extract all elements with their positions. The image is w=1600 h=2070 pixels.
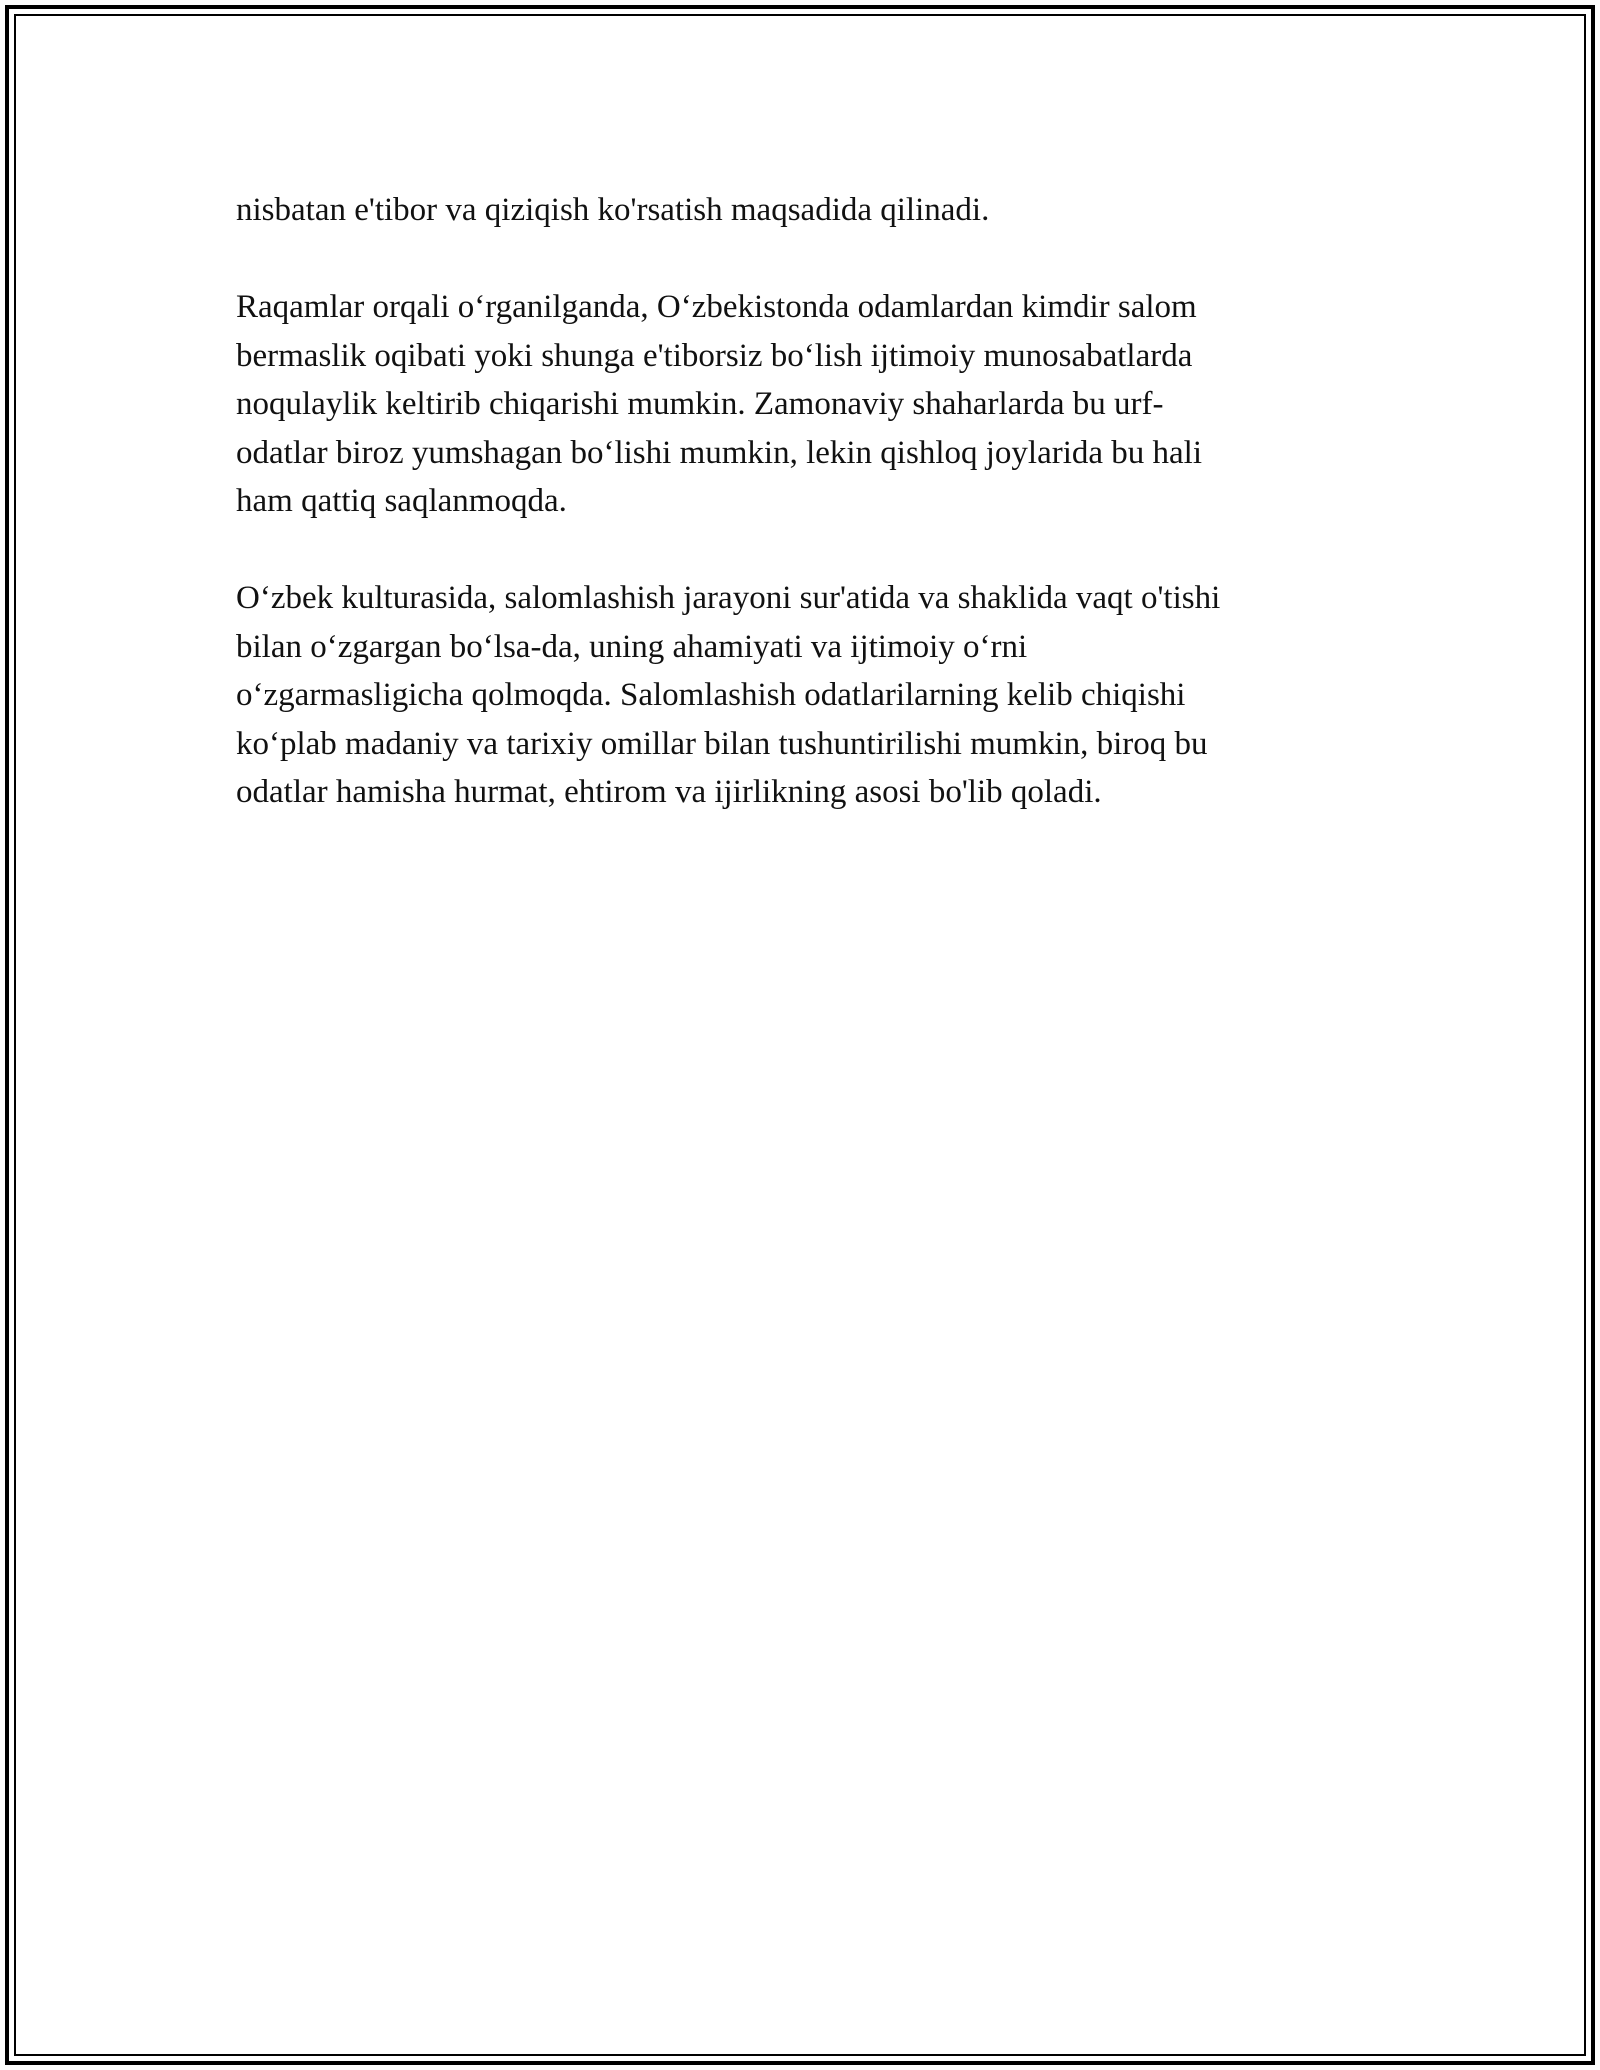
text-line: bermaslik oqibati yoki shunga e'tiborsiz bo‘lish ijtimoiy munosabatlarda — [236, 337, 1193, 374]
text-line: odatlar biroz yumshagan bo‘lishi mumkin, lekin qishloq joylarida bu hali — [236, 434, 1203, 471]
text-line: ham qattiq saqlanmoqda. — [236, 483, 567, 519]
text-line: Raqamlar orqali o‘rganilganda, O‘zbekistonda odamlardan kimdir salom — [236, 289, 1197, 325]
text-line: bilan o‘zgargan bo‘lsa-da, uning ahamiyati va ijtimoiy o‘rni — [236, 628, 1028, 665]
paragraph-1 — [236, 186, 1346, 235]
paragraph-3 — [236, 574, 1346, 817]
text-line: o‘zgarmasligicha qolmoqda. Salomlashish odatlarilarning kelib chiqishi — [236, 677, 1186, 713]
text-line: ko‘plab madaniy va tarixiy omillar bilan tushuntirilishi mumkin, biroq bu — [236, 725, 1208, 762]
text-line: noqulaylik keltirib chiqarishi mumkin. Zamonaviy shaharlarda bu urf- — [236, 386, 1164, 422]
text-line: odatlar hamisha hurmat, ehtirom va ijirlikning asosi bo'lib qoladi. — [236, 774, 1102, 810]
text-line: O‘zbek kulturasida, salomlashish jarayoni sur'atida va shaklida vaqt o'tishi — [236, 580, 1221, 616]
document-body — [236, 186, 1346, 865]
text-line: nisbatan e'tibor va qiziqish ko'rsatish maqsadida qilinadi. — [236, 192, 990, 228]
paragraph-2 — [236, 283, 1346, 526]
